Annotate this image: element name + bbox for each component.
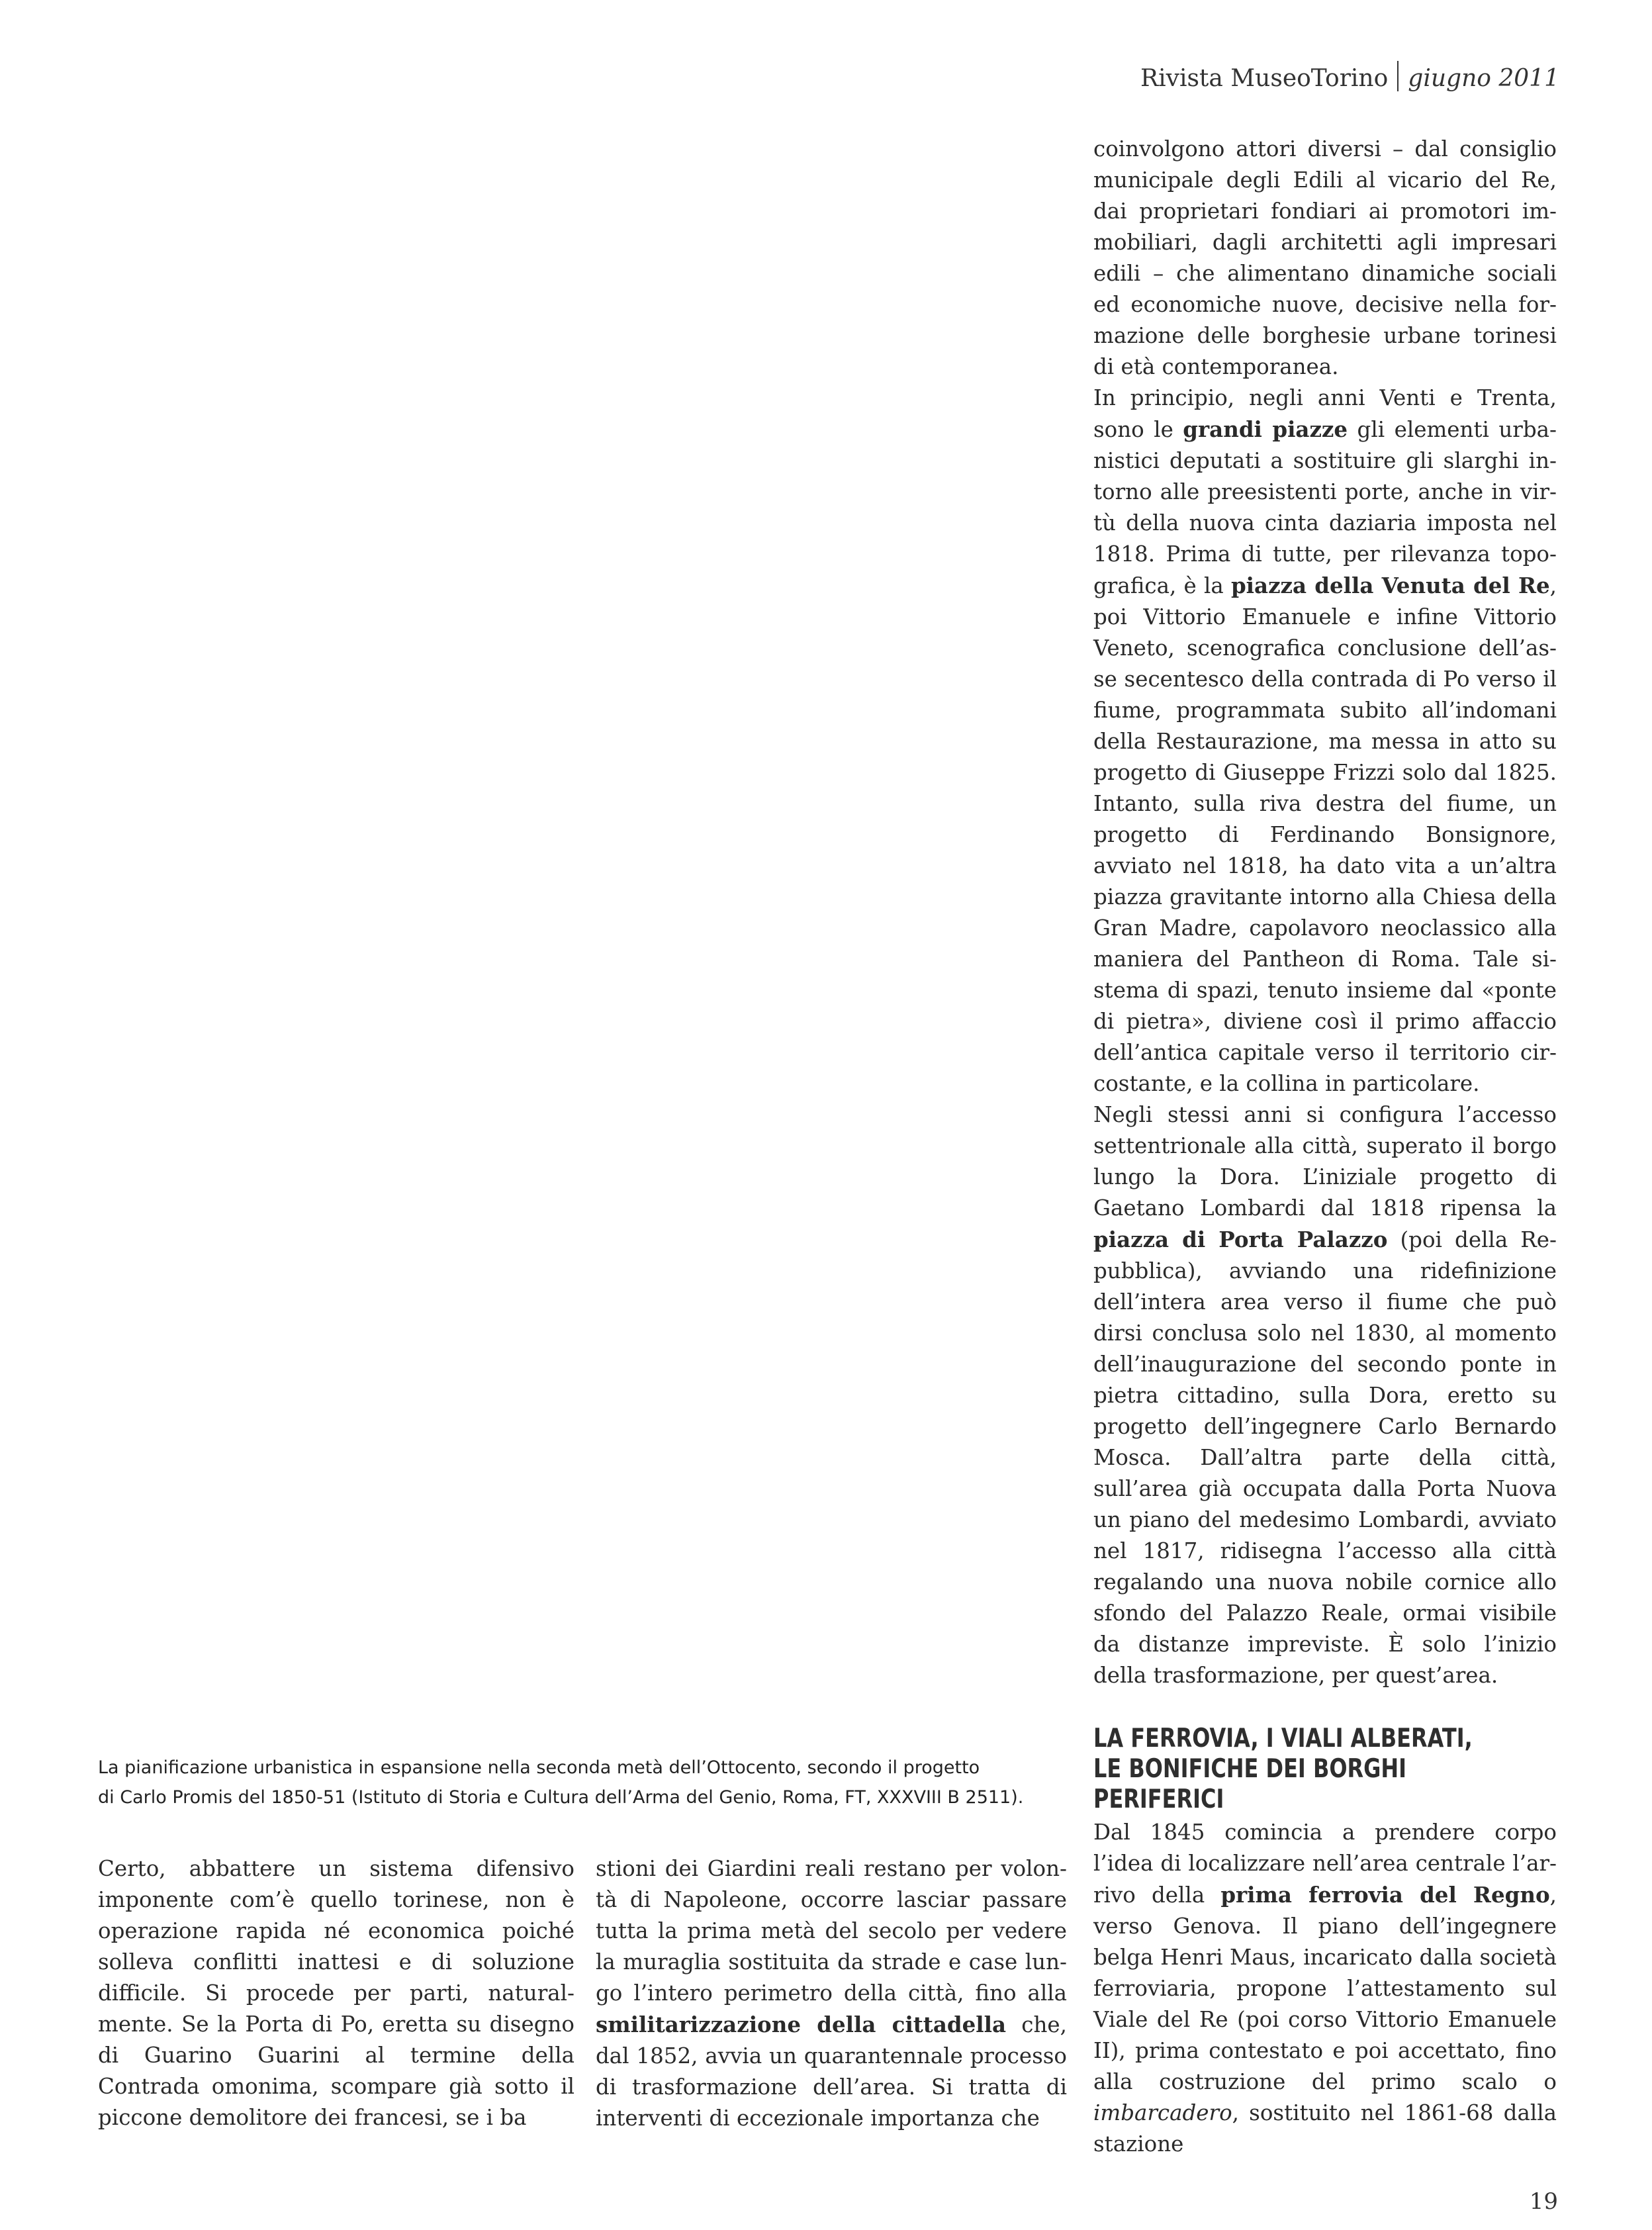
bold-term: piazza di Porta Palazzo	[1093, 1227, 1388, 1252]
publication-title: Rivista MuseoTorino	[1140, 65, 1389, 92]
bold-term: prima ferrovia del Regno	[1220, 1882, 1550, 1908]
bold-term: piazza della Venuta del Re	[1230, 573, 1550, 598]
text-run: (poi della Repubblica), avviando una ridefinizione dell’intera area verso il fiume che può dirsi conclusa solo nel 1830, al momento dell’inaugurazione del secondo ponte in pietra cittadino, sulla Dora, eretto su progetto dell’ingegnere Carlo Bernardo Mosca. Dall’altra parte della città, sull’area già occupata dalla Porta Nuova un piano del medesimo Lombardi, avviato nel 1817, ridisegna l’accesso alla città regalando una nuova nobile cornice allo sfondo del Palazzo Reale, ormai visibile da distanze impreviste. È solo l’inizio della trasformazione, per quest’area.	[1093, 1227, 1557, 1688]
figure-caption	[98, 1753, 1051, 1812]
header-divider	[1397, 61, 1399, 91]
bold-term: grandi piazze	[1183, 416, 1348, 442]
section-heading	[1093, 1724, 1484, 1815]
italic-term: imbarcadero	[1093, 2100, 1232, 2125]
text-run: gli elementi urbanistici deputati a sostituire gli slarghi intorno alle preesistenti porte, anche in virtù della nuova cinta daziaria imposta nel 1818. Prima di tutte, per rilevanza topografica, è la	[1093, 417, 1557, 598]
caption-line: La pianificazione urbanistica in espansione nella seconda metà dell’Ottocento, secondo il progetto	[98, 1757, 980, 1778]
caption-line: di Carlo Promis del 1850-51 (Istituto di Storia e Cultura dell’Arma del Genio, Roma, FT, XXXVIII B 2511).	[98, 1787, 1024, 1808]
paragraph	[1093, 383, 1557, 1099]
text-run: , sostituito nel 1861-68 dalla stazione	[1093, 2100, 1557, 2157]
heading-line: LA FERROVIA, I VIALI ALBERATI,	[1093, 1724, 1473, 1753]
right-column-bottom-text	[1093, 1817, 1557, 2160]
text-run: In principio, negli anni Venti e Trenta, sono le	[1093, 385, 1557, 442]
bottom-column-2-text	[596, 1853, 1067, 2134]
paragraph: coinvolgono attori diversi – dal consiglio municipale degli Edili al vicario del Re, dai proprietari fondiari ai promotori immobiliari, dagli architetti agli impresari edili – che alimentano dinamiche sociali ed economiche nuove, decisive nella formazione delle borghesie urbane torinesi di età contemporanea.	[1093, 136, 1557, 379]
text-run: , verso Genova. Il piano dell’ingegnere belga Henri Maus, incaricato dalla società ferroviaria, propone l’attestamento sul Viale del Re (poi corso Vittorio Emanuele II), prima contestato e poi accettato, fino alla costruzione del primo scalo o	[1093, 1882, 1557, 2094]
bold-term: smilitarizzazione della cittadella	[596, 2012, 1007, 2037]
right-column-top-text	[1093, 134, 1557, 1691]
running-header	[1140, 61, 1559, 92]
text-run: Dal 1845 comincia a prendere corpo l’idea di localizzare nell’area centrale l’arrivo della	[1093, 1820, 1557, 1908]
paragraph	[1093, 1817, 1557, 2160]
text-run: Negli stessi anni si configura l’accesso settentrionale alla città, superato il borgo lungo la Dora. L’iniziale progetto di Gaetano Lombardi dal 1818 ripensa la	[1093, 1102, 1557, 1221]
paragraph	[1093, 1099, 1557, 1691]
issue-date: giugno 2011	[1408, 65, 1559, 92]
figure-image-area	[98, 132, 1044, 1741]
paragraph: Certo, abbattere un sistema difensivo imponente com’è quello torinese, non è operazione rapida né economica poiché solleva conflitti inattesi e di soluzione difficile. Si procede per parti, naturalmente. Se la Porta di Po, eretta su disegno di Guarino Guarini al termine della Contrada omonima, scompare già sotto il piccone demolitore dei francesi, se i ba	[98, 1856, 574, 2130]
heading-line: LE BONIFICHE DEI BORGHI PERIFERICI	[1093, 1754, 1407, 1814]
page-number: 19	[1529, 2188, 1558, 2215]
text-run: stioni dei Giardini reali restano per volontà di Napoleone, occorre lasciar passare tutta la prima metà del secolo per vedere la muraglia sostituita da strade e case lungo l’intero perimetro della città, fino alla	[596, 1856, 1067, 2006]
text-run: che, dal 1852, avvia un quarantennale processo di trasformazione dell’area. Si tratta di interventi di eccezionale importanza che	[596, 2012, 1067, 2131]
bottom-column-1-text	[98, 1853, 574, 2133]
paragraph	[596, 1853, 1067, 2134]
text-run: , poi Vittorio Emanuele e infine Vittorio Veneto, scenografica conclusione dell’asse secentesco della contrada di Po verso il fiume, programmata subito all’indomani della Restaurazione, ma messa in atto su progetto di Giuseppe Frizzi solo dal 1825. Intanto, sulla riva destra del fiume, un progetto di Ferdinando Bonsignore, avviato nel 1818, ha dato vita a un’altra piazza gravitante intorno alla Chiesa della Gran Madre, capolavoro neoclassico alla maniera del Pantheon di Roma. Tale sistema di spazi, tenuto insieme dal «ponte di pietra», diviene così il primo affaccio dell’antica capitale verso il territorio circostante, e la collina in particolare.	[1093, 573, 1557, 1096]
